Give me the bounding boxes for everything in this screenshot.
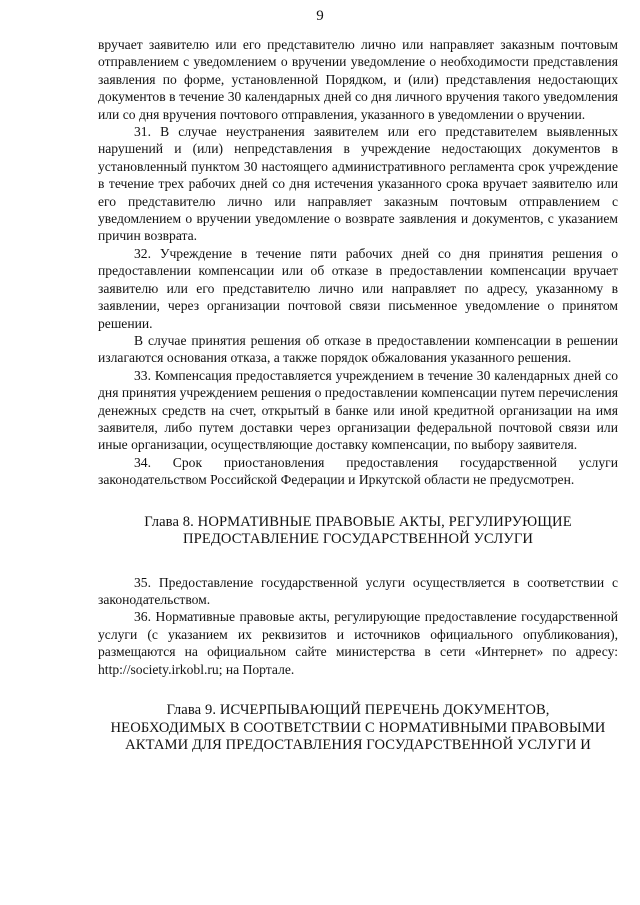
paragraph-30-continuation: вручает заявителю или его представителю лично или направляет заказным почтовым отправлением с уведомлением о вручении уведомление о необходимости представления заявления по форме, установленной Порядком, и (или) представления недостающих документов в течение 30 календарных дней со дня личного вручения такого уведомления или со дня вручения почтового отправления, указанного в уведомлении о вручении. — [98, 37, 618, 122]
paragraph-31: 31. В случае неустранения заявителем или его представителем выявленных нарушений и (или) непредставления в учреждение недостающих документов в установленный пунктом 30 настоящего административного регламента срок учреждение в течение трех рабочих дней со дня истечения указанного срока вручает заявителю или его представителю лично или направляет заказным почтовым отправлением с уведомлением о вручении уведомление о возврате заявления и документов, с указанием причин возврата. — [98, 124, 618, 244]
paragraph-32-refusal: В случае принятия решения об отказе в предоставлении компенсации в решении излагаются основания отказа, а также порядок обжалования указанного решения. — [98, 332, 618, 366]
paragraph-35: 35. Предоставление государственной услуги осуществляется в соответствии с законодательством. — [98, 574, 618, 607]
paragraph-33: 33. Компенсация предоставляется учреждением в течение 30 календарных дней со дня принятия учреждением решения о предоставлении компенсации путем перечисления денежных средств на счет, открытый в банке или иной кредитной организации на имя заявителя, либо путем доставки через организации федеральной почтовой связи или иные организации, осуществляющие доставку компенсации, по выбору заявителя. — [98, 367, 618, 453]
chapter-8-heading-line2: ПРЕДОСТАВЛЕНИЕ ГОСУДАРСТВЕННОЙ УСЛУГИ — [182, 531, 534, 548]
chapter-8-heading — [98, 514, 618, 549]
document-body — [98, 36, 618, 755]
chapter-8-heading-line1: Глава 8. НОРМАТИВНЫЕ ПРАВОВЫЕ АКТЫ, РЕГУЛИРУЮЩИЕ — [144, 513, 572, 530]
paragraph-34: 34. Срок приостановления предоставления государственной услуги законодательством Российской Федерации и Иркутской области не предусмотрен. — [98, 454, 618, 488]
chapter-9-heading-line2: НЕОБХОДИМЫХ В СООТВЕТСТВИИ С НОРМАТИВНЫМИ ПРАВОВЫМИ — [110, 719, 606, 736]
chapter-9-heading-line1: Глава 9. ИСЧЕРПЫВАЮЩИЙ ПЕРЕЧЕНЬ ДОКУМЕНТОВ, — [166, 702, 550, 718]
paragraph-36: 36. Нормативные правовые акты, регулирующие предоставление государственной услуги (с указанием их реквизитов и источников официального опубликования), размещаются на официальном сайте министерства в сети «Интернет» по адресу: http://society.irkobl.ru; на Портале. — [98, 609, 618, 677]
paragraph-32: 32. Учреждение в течение пяти рабочих дней со дня принятия решения о предоставлении компенсации или об отказе в предоставлении компенсации вручает заявителю или его представителю лично или направляет по адресу, указанному в заявлении, через организации почтовой связи письменное уведомление о принятом решении. — [98, 245, 618, 331]
chapter-9-heading-line3: АКТАМИ ДЛЯ ПРЕДОСТАВЛЕНИЯ ГОСУДАРСТВЕННОЙ УСЛУГИ И — [125, 737, 591, 753]
page-number: 9 — [316, 8, 324, 24]
chapter-9-heading — [98, 702, 618, 755]
